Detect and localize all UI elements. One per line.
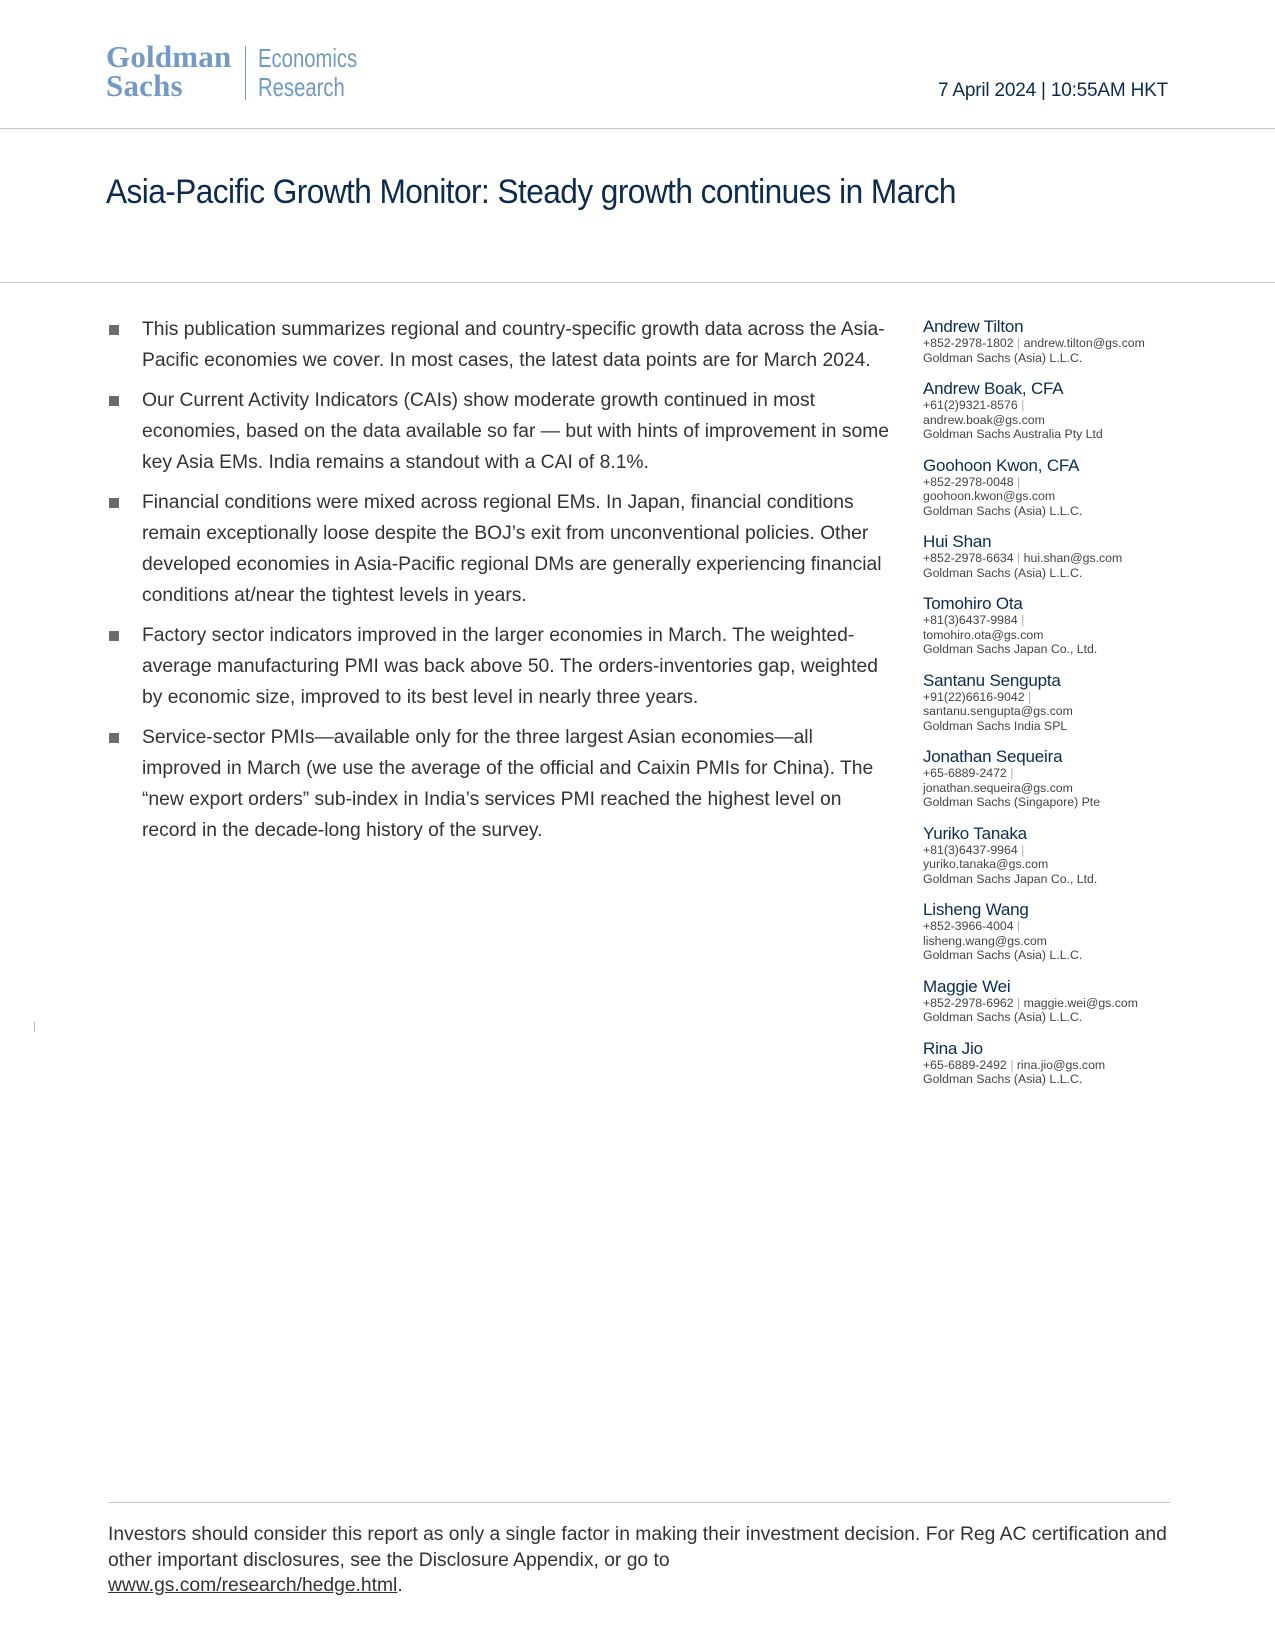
author-phone: +852-2978-1802 [923, 336, 1014, 350]
author-name: Jonathan Sequeira [923, 747, 1063, 766]
disclosure-link[interactable]: www.gs.com/research/hedge.html [108, 1575, 398, 1596]
author-email[interactable]: andrew.tilton@gs.com [1023, 336, 1145, 350]
logo-divider [245, 46, 246, 100]
disclosure-tail: . [397, 1575, 403, 1596]
goldman-sachs-logo [106, 39, 358, 104]
margin-mark [34, 1022, 35, 1032]
author-entry: Goohoon Kwon, CFA +852-2978-0048 | goohoon.kwon@gs.com Goldman Sachs (Asia) L.L.C. [923, 456, 1243, 519]
author-org: Goldman Sachs India SPL [923, 718, 1068, 733]
author-email[interactable]: andrew.boak@gs.com [923, 412, 1045, 427]
bullet-square-icon [109, 631, 119, 641]
header-rule [0, 128, 1275, 129]
bullet-text: Our Current Activity Indicators (CAIs) show moderate growth continued in most economies, based on the data available so far — but with hints of improvement in some key Asia EMs. India remains a standout with a CAI of 8.1%. [142, 390, 890, 473]
disclosure-footer [108, 1522, 1178, 1599]
logo-line-1: Goldman [106, 39, 232, 74]
author-entry: Hui Shan +852-2978-6634 | hui.shan@gs.com Goldman Sachs (Asia) L.L.C. [923, 532, 1243, 580]
author-entry: Jonathan Sequeira +65-6889-2472 | jonathan.sequeira@gs.com Goldman Sachs (Singapore) Pte [923, 747, 1243, 810]
author-name: Lisheng Wang [923, 900, 1029, 919]
author-org: Goldman Sachs (Asia) L.L.C. [923, 948, 1083, 962]
author-phone: +91(22)6616-9042 [923, 689, 1025, 704]
author-phone: +852-3966-4004 [923, 919, 1014, 933]
bullet-text: Financial conditions were mixed across regional EMs. In Japan, financial conditions remain exceptionally loose despite the BOJ’s exit from unconventional policies. Other developed economies in Asia-Pacific regional DMs are generally experiencing financial conditions at/near the tightest levels in years. [142, 492, 882, 606]
author-name: Andrew Boak, CFA [923, 379, 1064, 398]
title-rule [0, 282, 1275, 283]
author-name: Maggie Wei [923, 976, 1011, 996]
disclosure-text: Investors should consider this report as only a single factor in making their investment decision. For Reg AC certification and other important disclosures, see the Disclosure Appendix, or go to [108, 1524, 1167, 1571]
author-entry: Rina Jio +65-6889-2492 | rina.jio@gs.com Goldman Sachs (Asia) L.L.C. [923, 1039, 1243, 1087]
author-phone: +852-2978-6634 [923, 551, 1014, 565]
author-email[interactable]: santanu.sengupta@gs.com [923, 704, 1073, 718]
bullet-item [106, 487, 896, 611]
author-email[interactable]: lisheng.wang@gs.com [923, 933, 1047, 948]
author-email[interactable]: maggie.wei@gs.com [1023, 995, 1138, 1010]
bullet-square-icon [109, 325, 119, 335]
logo-sub-line-1: Economics [258, 43, 358, 73]
logo-line-2: Sachs [106, 68, 183, 103]
author-org: Goldman Sachs Japan Co., Ltd. [923, 871, 1098, 886]
author-email[interactable]: hui.shan@gs.com [1023, 551, 1123, 565]
author-org: Goldman Sachs Japan Co., Ltd. [923, 642, 1098, 656]
author-entry: Santanu Sengupta +91(22)6616-9042 | santanu.sengupta@gs.com Goldman Sachs India SPL [923, 671, 1243, 734]
author-entry: Andrew Boak, CFA +61(2)9321-8576 | andrew.boak@gs.com Goldman Sachs Australia Pty Ltd [923, 379, 1243, 442]
author-name: Hui Shan [923, 532, 992, 551]
bullet-item [106, 722, 896, 846]
author-phone: +852-2978-6962 [923, 995, 1014, 1010]
author-phone: +65-6889-2492 [923, 1057, 1007, 1072]
author-name: Goohoon Kwon, CFA [923, 455, 1080, 475]
author-phone: +81(3)6437-9984 [923, 613, 1018, 627]
author-email[interactable]: tomohiro.ota@gs.com [923, 627, 1044, 642]
bullet-text: Service-sector PMIs—available only for the three largest Asian economies—all improved in March (we use the average of the official and Caixin PMIs for China). The “new export orders” sub-index in India’s services PMI reached the highest level on record in the decade-long history of the survey. [142, 727, 874, 841]
logo-subtitle [258, 44, 357, 102]
footer-rule [108, 1502, 1170, 1503]
bullet-text: Factory sector indicators improved in the larger economies in March. The weighted-average manufacturing PMI was back above 50. The orders-inventories gap, weighted by economic size, improved to its best level in nearly three years. [142, 625, 878, 708]
author-email[interactable]: goohoon.kwon@gs.com [923, 489, 1056, 503]
author-org: Goldman Sachs (Asia) L.L.C. [923, 503, 1083, 518]
bullet-item [106, 620, 896, 713]
author-phone: +852-2978-0048 [923, 474, 1014, 489]
author-org: Goldman Sachs (Singapore) Pte [923, 795, 1101, 809]
bullet-square-icon [109, 396, 119, 406]
author-list [923, 317, 1243, 1101]
bullet-item [106, 314, 896, 376]
bullet-text: This publication summarizes regional and country-specific growth data across the Asia-Pacific economies we cover. In most cases, the latest data points are for March 2024. [142, 319, 885, 371]
logo-wordmark [106, 39, 232, 103]
author-org: Goldman Sachs (Asia) L.L.C. [923, 1072, 1083, 1086]
bullet-square-icon [109, 498, 119, 508]
author-org: Goldman Sachs (Asia) L.L.C. [923, 565, 1083, 580]
author-org: Goldman Sachs (Asia) L.L.C. [923, 1010, 1083, 1024]
author-name: Tomohiro Ota [923, 594, 1023, 613]
author-org: Goldman Sachs Australia Pty Ltd [923, 427, 1103, 441]
author-phone: +81(3)6437-9964 [923, 842, 1018, 857]
author-name: Rina Jio [923, 1038, 983, 1058]
author-entry: Tomohiro Ota +81(3)6437-9984 | tomohiro.ota@gs.com Goldman Sachs Japan Co., Ltd. [923, 594, 1243, 657]
report-dateline: 7 April 2024 | 10:55AM HKT [938, 80, 1168, 101]
author-name: Yuriko Tanaka [923, 823, 1027, 843]
author-email[interactable]: jonathan.sequeira@gs.com [923, 780, 1073, 795]
logo-sub-line-2: Research [258, 72, 345, 102]
bullet-item [106, 385, 896, 478]
author-org: Goldman Sachs (Asia) L.L.C. [923, 350, 1083, 365]
author-entry: Andrew Tilton +852-2978-1802 | andrew.tilton@gs.com Goldman Sachs (Asia) L.L.C. [923, 317, 1243, 365]
summary-bullets [106, 314, 896, 855]
author-entry: Lisheng Wang +852-3966-4004 | lisheng.wang@gs.com Goldman Sachs (Asia) L.L.C. [923, 900, 1243, 963]
author-entry: Yuriko Tanaka +81(3)6437-9964 | yuriko.tanaka@gs.com Goldman Sachs Japan Co., Ltd. [923, 824, 1243, 887]
author-name: Santanu Sengupta [923, 670, 1061, 690]
author-email[interactable]: rina.jio@gs.com [1016, 1057, 1106, 1072]
author-email[interactable]: yuriko.tanaka@gs.com [923, 857, 1049, 871]
author-name: Andrew Tilton [923, 317, 1024, 336]
author-phone: +61(2)9321-8576 [923, 398, 1018, 412]
author-entry: Maggie Wei +852-2978-6962 | maggie.wei@gs.com Goldman Sachs (Asia) L.L.C. [923, 977, 1243, 1025]
author-phone: +65-6889-2472 [923, 766, 1007, 780]
page-title: Asia-Pacific Growth Monitor: Steady growth continues in March [106, 173, 956, 211]
bullet-square-icon [109, 733, 119, 743]
